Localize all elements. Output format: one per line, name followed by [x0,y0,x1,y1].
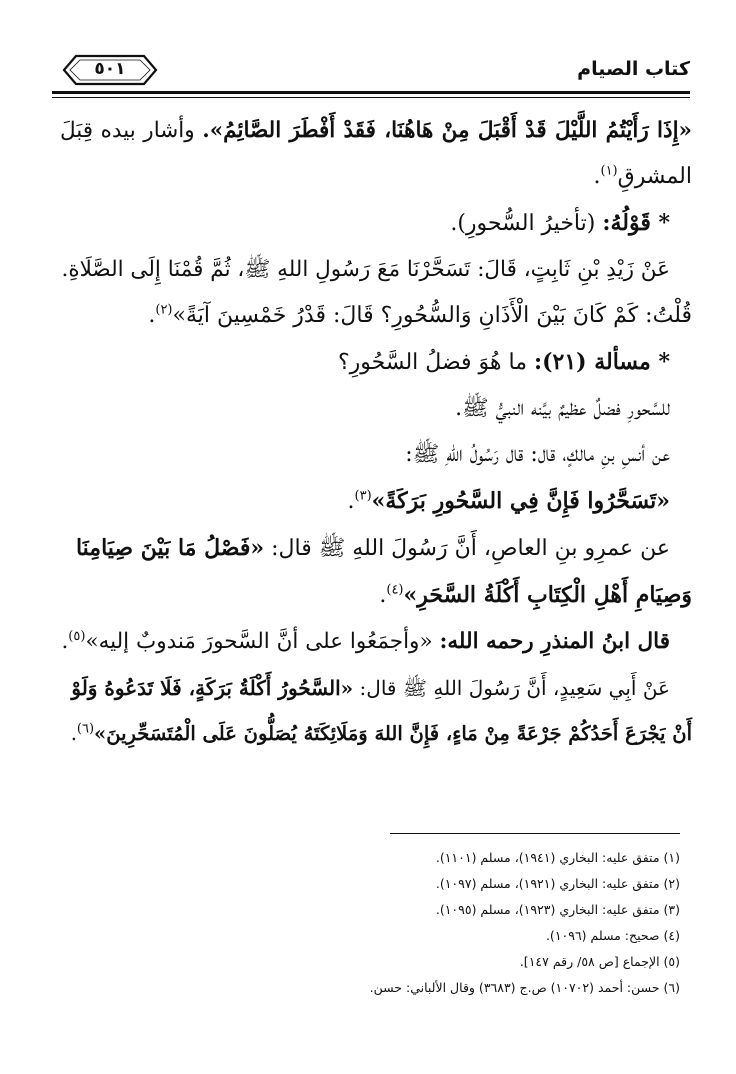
footnote: (٣) متفق عليه: البخاري (١٩٢٣)، مسلم (١٠٩٥). [435,902,680,917]
narration-text: عَنْ زَيْدِ بْنِ ثَابِتٍ، قَالَ: تَسَحَّرْنَا مَعَ رَسُولِ اللهِ ﷺ، ثُمَّ قُمْنَا إِلَى الصَّلَاةِ. [61,257,670,282]
punct: . [379,583,387,608]
text-line [60,478,692,525]
text-line [60,665,692,711]
narration-text: للسَّحورِ فضلٌ عظيمٌ بيَّنه النبيُّ ﷺ. [455,396,670,421]
question-text: ما هُوَ فضلُ السَّحُورِ؟ [337,350,534,375]
punct: . [593,164,601,189]
header-rule-thin [52,97,690,98]
text-line [60,386,692,432]
hadith-text: «فَصْلُ مَا بَيْنَ صِيَامِنَا [75,535,265,561]
running-header [52,52,690,92]
footnote: (٤) صحيح: مسلم (١٠٩٦). [545,928,680,943]
book-title: كتاب الصيام [577,58,690,80]
text-line [60,154,692,200]
text-line [60,619,692,665]
footnote-ref: (٤) [386,582,404,598]
text-line [60,432,692,478]
scholar-label: قال ابنُ المنذرِ رحمه الله: [439,629,670,654]
footnote: (١) متفق عليه: البخاري (١٩٤١)، مسلم (١١٠١). [435,850,680,865]
footnote-ref: (٢) [155,302,173,318]
punct: . [61,629,69,654]
narration-text: عَنْ أَبِي سَعِيدٍ، أَنَّ رَسُولَ اللهِ ﷺ قال: [353,676,670,700]
narration-text: عن عمرِو بنِ العاصِ، أَنَّ رَسُولَ اللهِ ﷺ قال: [264,536,670,561]
hadith-text: وَصِيَامِ أَهْلِ الْكِتَابِ أَكْلَةُ السَّحَرِ» [403,582,692,608]
hadith-text: أَنْ يَجْرَعَ أَحَدُكُمْ جَرْعَةً مِنْ مَاءٍ، فَإِنَّ اللهَ وَمَلَائِكَتَهُ يُصَلُّونَ عَلَى الْمُتَسَحِّرِينَ» [94,722,692,745]
text-line [60,247,692,293]
quote-text: «وأجمَعُوا على أنَّ السَّحورَ مَندوبٌ إليه» [85,629,440,654]
section-label: * قَوْلُهُ: [602,210,670,236]
question-label: * مسألة (٢١): [533,349,670,375]
text-line [60,293,692,339]
page-number: ٥٠١ [94,59,126,79]
hadith-text: «إِذَا رَأَيْتُمُ اللَّيْلَ قَدْ أَقْبَلَ مِنْ هَاهُنَا، فَقَدْ أَفْطَرَ الصَّائِمُ». [202,118,692,143]
footnote-ref: (٦) [76,721,95,737]
punct: . [70,722,77,745]
text-line [60,711,692,757]
footnote: (٦) حسن: أحمد (١٠٧٠٢) ص.ج (٣٦٨٣) وقال الألباني: حسن. [369,980,680,995]
footnote-ref: (٣) [354,488,372,504]
narration-text: المشرقِ [617,164,692,189]
page-number-badge [62,54,158,86]
footnote-ref: (٥) [68,628,86,644]
text-line [60,525,692,572]
footnote: (٥) الإجماع [ص ٥٨/ رقم ١٤٧]. [519,954,680,969]
footnote: (٢) متفق عليه: البخاري (١٩٢١)، مسلم (١٠٩٧). [435,876,680,891]
footnote-ref: (١) [600,163,618,179]
section-heading-text: (تأخيرُ السُّحورِ). [450,211,603,236]
text-line [60,108,692,154]
narration-text: قُلْتُ: كَمْ كَانَ بَيْنَ الْأَذَانِ وَالسُّحُورِ؟ قَالَ: قَدْرُ خَمْسِينَ آيَةً» [172,303,692,328]
header-rule-thick [52,91,690,94]
narration-text: عن أنسِ بنِ مالكٍ، قال: قال رَسُولُ اللهِ ﷺ: [405,442,670,467]
text-line [60,339,692,386]
punct: . [347,489,355,514]
footnote-separator [390,833,680,834]
punct: . [148,303,156,328]
text-line [60,572,692,619]
main-text [60,108,692,757]
text-line [60,200,692,247]
footnotes [200,846,680,1002]
hadith-text: «تَسَحَّرُوا فَإِنَّ فِي السَّحُورِ بَرَكَةً» [371,488,670,514]
narration-text: وأشار بيده قِبَلَ [60,118,203,143]
hadith-text: «السَّحُورُ أَكْلَةُ بَرَكَةٍ، فَلَا تَدَعُوهُ وَلَوْ [71,676,354,700]
